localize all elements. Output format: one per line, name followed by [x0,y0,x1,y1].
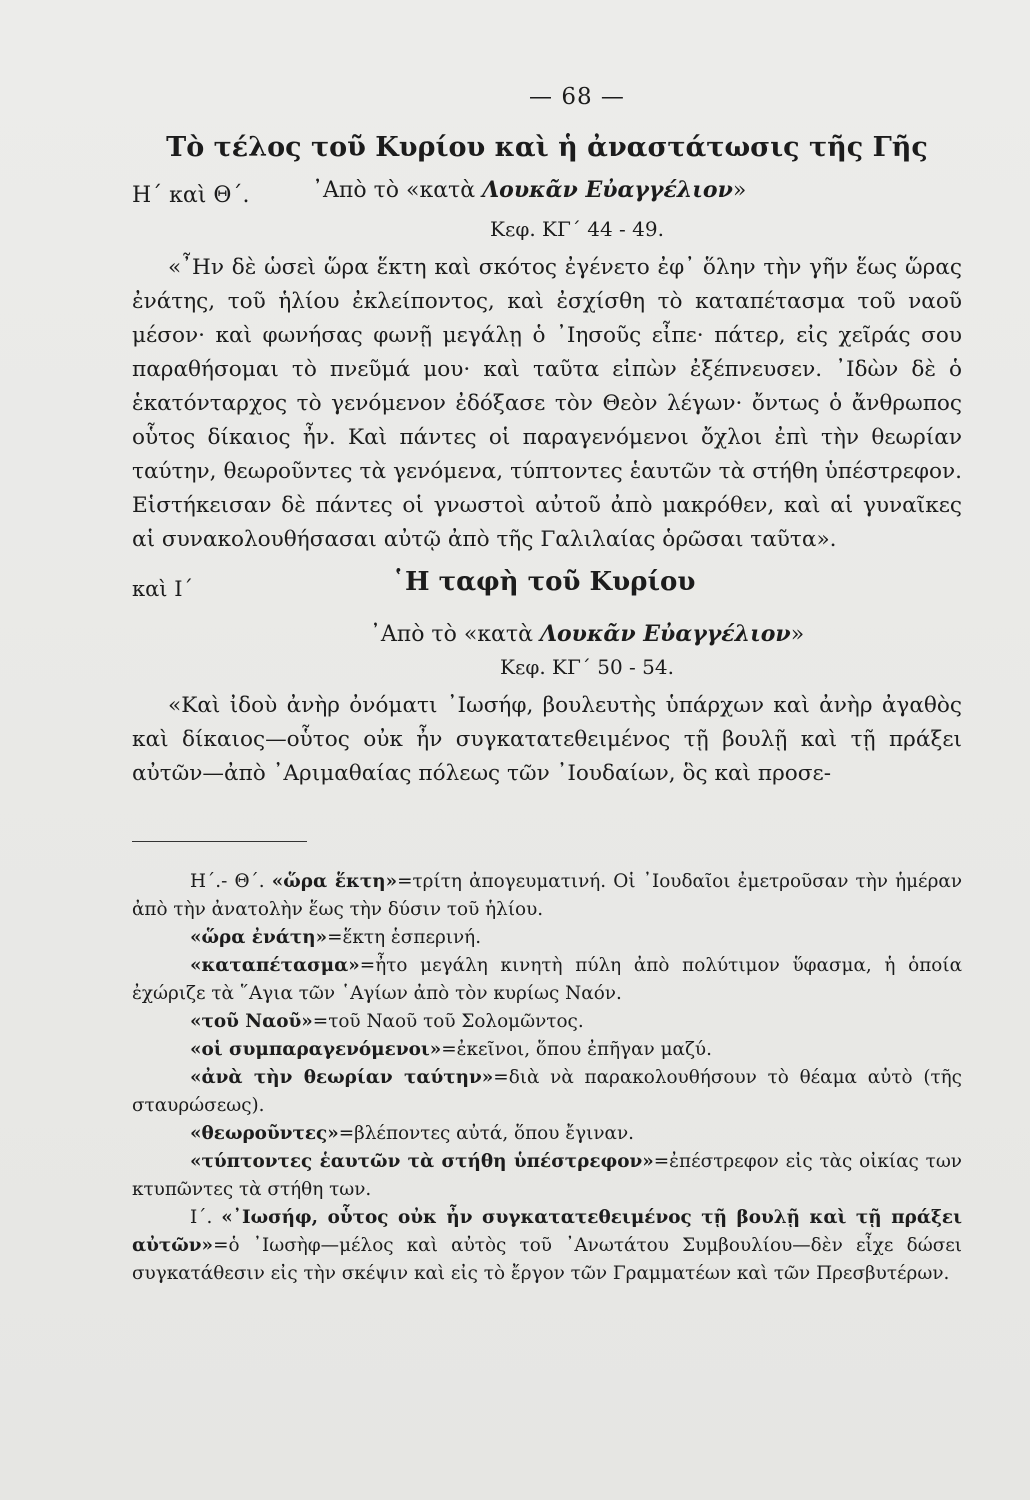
section2-source-book: Λουκᾶν Εὐαγγέλιον [539,621,791,647]
section2-heading: ῾Η ταφὴ τοῦ Κυρίου [392,567,696,597]
footnote-term: «τύπτοντες ἑαυτῶν τὰ στήθη ὑπέστρεφον» [190,1151,654,1172]
footnote [132,952,962,1008]
footnote-term: «καταπέτασμα» [190,955,360,976]
footnotes [132,868,962,1288]
footnote-term: «τοῦ Ναοῦ» [190,1011,313,1032]
footnote-divider [132,841,307,842]
footnote-term: «ὥρα ἕκτη» [271,871,398,892]
footnote-text: =τρίτη ἀπογευματινή. Οἱ ᾿Ιουδαῖοι ἐμετροῦσαν τὴν ἡμέραν ἀπὸ τὴν ἀνατολὴν ἕως τὴν δύσιν τοῦ ἡλίου. [132,871,962,920]
footnote-text: =ἕκτη ἑσπερινή. [327,927,482,948]
section1-source [312,177,746,203]
section1-text: «῏Ην δὲ ὡσεὶ ὥρα ἕκτη καὶ σκότος ἐγένετο ἐφ᾿ ὅλην τὴν γῆν ἕως ὥρας ἐνάτης, τοῦ ἡλίου ἐκλείποντος, καὶ ἐσχίσθη τὸ καταπέτασμα τοῦ ναοῦ μέσον· καὶ φωνήσας φωνῇ μεγάλῃ ὁ ᾿Ιησοῦς εἶπε· πάτερ, εἰς χεῖράς σου παραθήσομαι τὸ πνεῦμά μου· καὶ ταῦτα εἰπὼν ἐξέπνευσεν. ᾿Ιδὼν δὲ ὁ ἑκατόνταρχος τὸ γενόμενον ἐδόξασε τὸν Θεὸν λέγων· ὄντως ὁ ἄνθρωπος οὗτος δίκαιος ἦν. Καὶ πάντες οἱ παραγενόμενοι ὄχλοι ἐπὶ τὴν θεωρίαν ταύτην, θεωροῦντες τὰ γενόμενα, τύπτοντες ἑαυτῶν τὰ στήθη ὑπέστρεφον. Εἱστήκεισαν δὲ πάντες οἱ γνωστοὶ αὐτοῦ ἀπὸ μακρόθεν, καὶ αἱ γυναῖκες αἱ συνακολουθήσασαι αὐτῷ ἀπὸ τῆς Γαλιλαίας ὁρῶσαι ταῦτα». [132,255,962,552]
footnote-term: «᾿Ιωσήφ, οὗτος οὐκ ἦν συγκατατεθειμένος τῇ βουλῇ καὶ τῇ πράξει αὐτῶν» [132,1207,963,1256]
section1-source-prefix: ᾿Απὸ τὸ «κατὰ [312,178,483,203]
footnote [132,1008,962,1036]
footnote-text: =διὰ νὰ παρακολουθήσουν τὸ θέαμα αὐτὸ (τῆς σταυρώσεως). [132,1067,962,1116]
footnote [132,1036,962,1064]
page-number: — 68 — [529,84,625,110]
section1-passage [132,251,962,557]
section2-source-prefix: ᾿Απὸ τὸ «κατὰ [369,622,540,647]
section2-header [132,567,962,611]
footnote-term: «οἱ συμπαραγενόμενοι» [190,1039,442,1060]
section1-source-suffix: » [732,178,747,203]
footnote-text: =βλέποντες αὐτά, ὅπου ἔγιναν. [338,1123,634,1144]
footnote [132,1120,962,1148]
footnote [132,1204,962,1288]
footnote-text: =τοῦ Ναοῦ τοῦ Σολομῶντος. [312,1011,584,1032]
footnote-prefix: Η΄.- Θ΄. [190,871,272,892]
footnote-text: =ἦτο μεγάλη κινητὴ πύλη ἀπὸ πολύτιμον ὕφασμα, ἡ ὁποία ἐχώριζε τὰ ῞Αγια τῶν ῾Αγίων ἀπὸ τὸν κυρίως Ναόν. [132,955,962,1004]
footnote-text: =ἐκεῖνοι, ὅπου ἐπῆγαν μαζύ. [441,1039,712,1060]
footnote [132,924,962,952]
section2-source [212,621,962,647]
footnote-prefix: Ι΄. [190,1207,222,1228]
section2-source-suffix: » [790,622,805,647]
section1-header [132,177,962,215]
footnote-text: =ὁ ᾿Ιωσὴφ—μέλος καὶ αὐτὸς τοῦ ᾿Ανωτάτου Συμβουλίου—δὲν εἶχε δώσει συγκατάθεσιν εἰς τὴν σκέψιν καὶ εἰς τὸ ἔργον τῶν Γραμματέων καὶ τῶν Πρεσβυτέρων. [132,1235,962,1284]
chapter-title: Τὸ τέλος τοῦ Κυρίου καὶ ἡ ἀναστάτωσις τῆς Γῆς [166,132,928,163]
section1-label: Η΄ καὶ Θ΄. [132,183,250,208]
section1-chapter-ref: Κεφ. ΚΓ΄ 44 - 49. [490,217,664,241]
footnote-term: «ὥρα ἐνάτη» [190,927,328,948]
footnote [132,1064,962,1120]
footnote-text: =ἐπέστρεφον εἰς τὰς οἰκίας των κτυπῶντες τὰ στήθη των. [132,1151,962,1200]
footnote [132,868,962,924]
section2-passage [132,689,962,791]
footnote [132,1148,962,1204]
footnote-term: «ἀνὰ τὴν θεωρίαν ταύτην» [190,1067,494,1088]
section2-chapter-ref: Κεφ. ΚΓ΄ 50 - 54. [500,655,674,679]
page-content [132,84,962,1288]
footnote-term: «θεωροῦντες» [190,1123,339,1144]
section2-text: «Καὶ ἰδοὺ ἀνὴρ ὀνόματι ᾿Ιωσήφ, βουλευτὴς ὑπάρχων καὶ ἀνὴρ ἀγαθὸς καὶ δίκαιος—οὗτος οὐκ ἦν συγκατατεθειμένος τῇ βουλῇ καὶ τῇ πράξει αὐτῶν—ἀπὸ ᾿Αριμαθαίας πόλεως τῶν ᾿Ιουδαίων, ὃς καὶ προσε- [132,693,962,786]
section2-label: καὶ Ι΄ [132,577,194,601]
section1-source-book: Λουκᾶν Εὐαγγέλιον [482,177,733,203]
